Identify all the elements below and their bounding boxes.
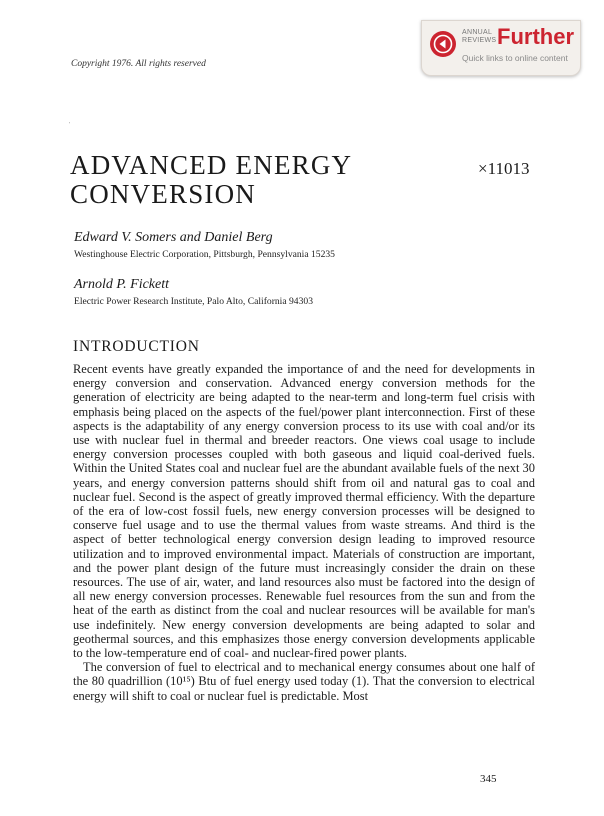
stray-mark: ' [69, 122, 71, 128]
author-names-1: Edward V. Somers and Daniel Berg [74, 230, 273, 245]
article-body [73, 362, 535, 703]
paragraph: The conversion of fuel to electrical and to mechanical energy consumes about one half of the 80 quadrillion (10¹⁵) Btu of fuel energy used today (1). That the conversion to electrical energy will shift to coal or nuclear fuel is predictable. Most [73, 660, 535, 703]
article-title: ADVANCED ENERGY CONVERSION [70, 150, 352, 209]
annual-reviews-logo-icon [430, 31, 456, 57]
page-number: 345 [480, 773, 497, 785]
section-heading: INTRODUCTION [73, 338, 200, 355]
author-names-2: Arnold P. Fickett [74, 277, 169, 292]
copyright-notice: Copyright 1976. All rights reserved [71, 59, 206, 69]
annual-reviews-label: ANNUAL REVIEWS [462, 29, 497, 44]
further-tagline: Quick links to online content [462, 53, 568, 63]
author-affiliation-2: Electric Power Research Institute, Palo Alto, California 94303 [74, 296, 313, 307]
paragraph: Recent events have greatly expanded the importance of and the need for developments in energy conversion and conservation. Advanced energy conversion methods for the generation of electricity are being adapted to the near-term and long-term fuel crisis with emphasis being placed on the aspects of the fuel/power plant interconnection. First of these aspects is the adaptability of any energy conversion process to its use with coal and/or its use with nuclear fuel in thermal and breeder reactors. One views coal usage to include energy conversion processes coupled with both gaseous and liquid coal-derived fuels. Within the United States coal and nuclear fuel are the abundant available fuels of the next 30 years, and energy conversion patterns should shift from oil and natural gas to coal and nuclear fuel. Second is the aspect of greatly improved thermal efficiency. With the departure of the era of low-cost fossil fuels, new energy conversion processes will be designed to conserve fuel usage and to use the thermal values from waste streams. And third is the aspect of better technological energy conversion design leading to improved resource utilization and to improved environmental impact. Materials of construction are important, and the power plant design of the future must increasingly consider the drain on these resources. The use of air, water, and land resources also must be factored into the design of all new energy conversion processes. Renewable fuel resources from the sun and from the heat of the earth as distinct from the coal and nuclear resources will be available for man's use indefinitely. New energy conversion developments are being adapted to solar and geothermal sources, and this emphasizes those energy conversion developments applicable to the low-temperature end of coal- and nuclear-fired power plants. [73, 362, 535, 661]
further-badge[interactable] [421, 20, 581, 76]
author-affiliation-1: Westinghouse Electric Corporation, Pittsburgh, Pennsylvania 15235 [74, 249, 335, 260]
catalog-id: ×11013 [478, 159, 530, 178]
further-label: Further [497, 24, 574, 49]
